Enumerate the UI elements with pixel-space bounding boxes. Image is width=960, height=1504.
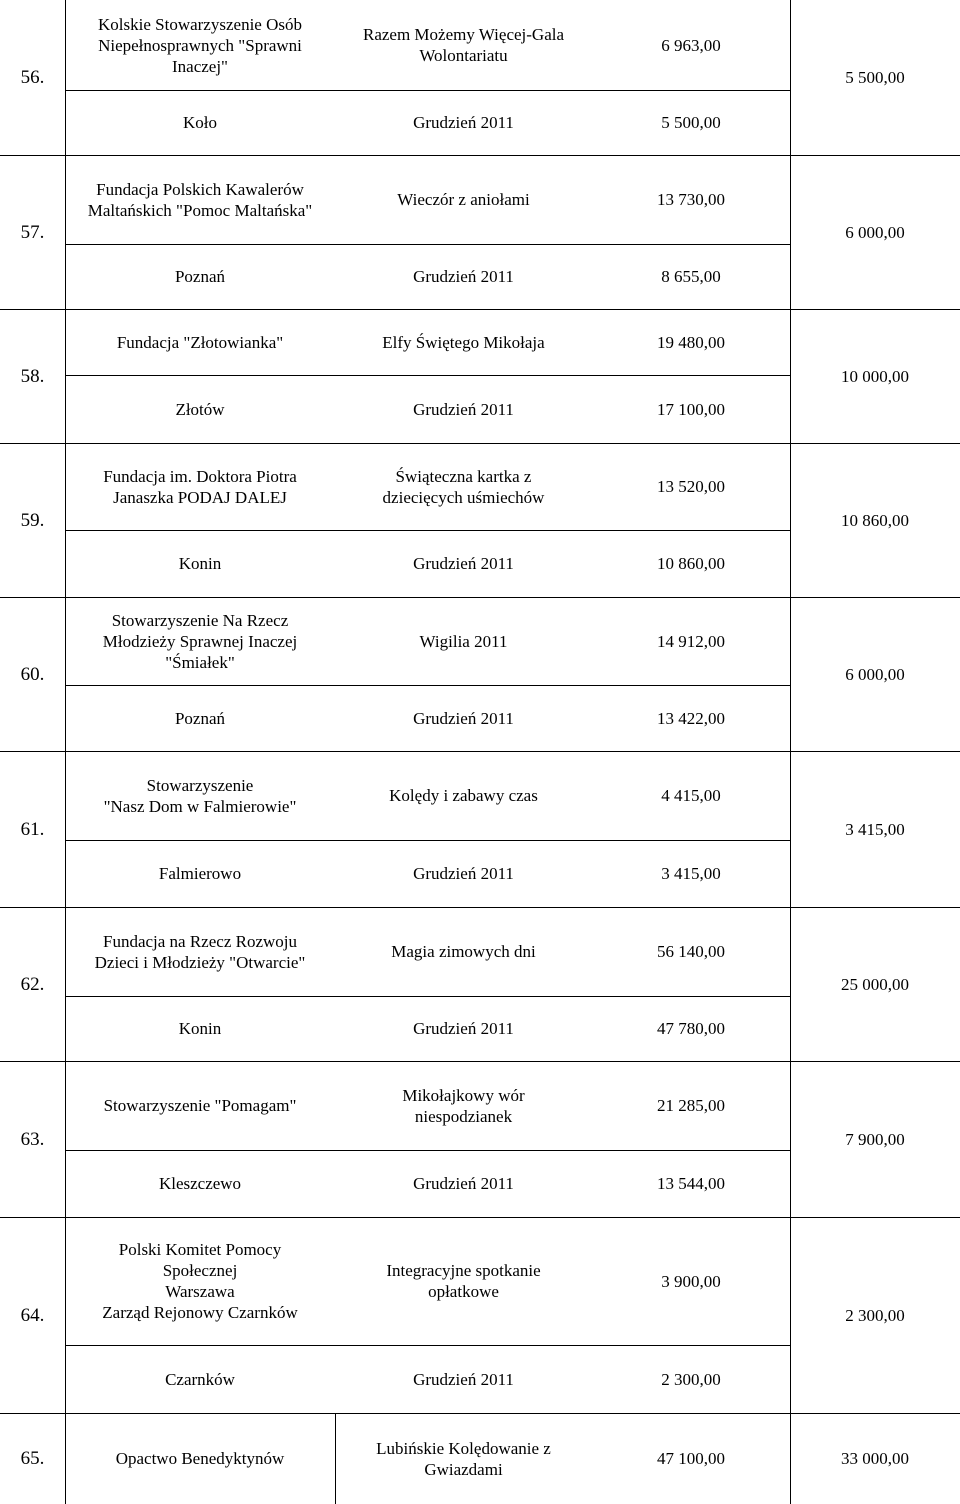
row-border [0,1217,960,1218]
city [65,1345,335,1413]
granted-amount-text: 7 900,00 [845,1129,905,1149]
requested-amount [592,685,790,751]
organization-name-text: Fundacja "Złotowianka" [116,332,284,352]
project-date [335,685,592,751]
requested-amount-text: 8 655,00 [661,267,721,286]
city-text: Poznań [174,708,226,728]
requested-amount [592,996,790,1061]
row-number [0,0,65,155]
project-name-text: Magia zimowych dni [391,942,536,961]
requested-amount-text: 5 500,00 [661,113,721,132]
requested-amount-text: 10 860,00 [657,554,725,573]
city [65,530,335,597]
total-cost [592,907,790,996]
total-cost-text: 4 415,00 [661,786,721,805]
organization-name [65,309,335,375]
granted-amount-text: 6 000,00 [845,222,905,242]
project-name [335,309,592,375]
cell-divider [65,996,790,997]
project-date [335,840,592,907]
row-number-text: 57. [20,221,45,243]
organization-name-text: Polski Komitet Pomocy Społecznej Warszawa Zarząd Rejonowy Czarnków [102,1240,298,1322]
project-date-text: Grudzień 2011 [413,1369,514,1389]
requested-amount [592,375,790,443]
row-number-text: 59. [20,509,45,531]
row-border [0,443,960,444]
granted-amount [790,0,960,155]
project-date-text: Grudzień 2011 [413,267,514,286]
row-number-text: 60. [20,663,45,685]
total-cost-text: 3 900,00 [661,1271,721,1291]
city [65,375,335,443]
row-border [0,597,960,598]
granted-amount [790,443,960,597]
cell-divider [65,840,790,841]
granted-amount [790,907,960,1061]
organization-name-text: Kolskie Stowarzyszenie Osób Niepełnosprawnych "Sprawni Inaczej" [98,14,302,76]
row-number [0,1217,65,1413]
cell-divider [65,375,790,376]
row-number-text: 62. [20,973,45,995]
project-date [335,996,592,1061]
total-cost-text: 19 480,00 [657,332,725,352]
organization-name [65,0,335,90]
project-date-text: Grudzień 2011 [413,864,514,883]
requested-amount [592,244,790,309]
granted-amount [790,155,960,309]
city-text: Koło [183,113,217,132]
row-border [0,1061,960,1062]
requested-amount [592,1150,790,1217]
organization-name [65,1413,335,1504]
total-cost [592,751,790,840]
project-name-text: Wieczór z aniołami [397,190,530,209]
row-border [0,907,960,908]
requested-amount-text: 13 422,00 [657,708,725,728]
organization-name [65,443,335,530]
total-cost [592,597,790,685]
project-name-text: Integracyjne spotkanie opłatkowe [386,1261,541,1301]
row-number [0,597,65,751]
project-date [335,530,592,597]
city [65,1150,335,1217]
city [65,996,335,1061]
granted-amount-text: 33 000,00 [841,1449,909,1468]
project-name [335,155,592,244]
organization-name-text: Fundacja im. Doktora Piotra Janaszka PODAJ DALEJ [103,466,297,507]
granted-amount-text: 2 300,00 [845,1305,905,1325]
organization-name [65,1061,335,1150]
granted-amount [790,597,960,751]
requested-amount-text: 17 100,00 [657,399,725,419]
row-number [0,751,65,907]
row-border [0,751,960,752]
granted-amount-text: 25 000,00 [841,974,909,994]
city-text: Złotów [175,399,225,419]
total-cost-text: 21 285,00 [657,1096,725,1115]
project-name [335,1413,592,1504]
organization-name-text: Stowarzyszenie Na Rzecz Młodzieży Sprawnej Inaczej "Śmiałek" [102,610,298,672]
row-border [0,155,960,156]
row-number-text: 58. [20,365,45,387]
row-number [0,1061,65,1217]
project-date-text: Grudzień 2011 [413,1174,514,1193]
total-cost [592,1217,790,1345]
row-number [0,155,65,309]
total-cost [592,155,790,244]
cell-divider [65,685,790,686]
row-number-text: 61. [20,818,45,840]
row-number-text: 65. [20,1448,45,1469]
project-date-text: Grudzień 2011 [413,708,514,728]
total-cost-text: 6 963,00 [661,35,721,55]
cell-divider [65,90,790,91]
requested-amount-text: 47 780,00 [657,1019,725,1038]
project-name-text: Świąteczna kartka z dziecięcych uśmiechów [382,466,545,507]
column-border [335,1413,336,1504]
city-text: Falmierowo [158,864,242,883]
row-number [0,907,65,1061]
organization-name [65,751,335,840]
granted-amount-text: 5 500,00 [845,68,905,87]
city-text: Kleszczewo [158,1174,242,1193]
requested-amount-text: 3 415,00 [661,864,721,883]
requested-amount [592,90,790,155]
row-number [0,1413,65,1504]
city-text: Konin [178,554,222,573]
project-date [335,1150,592,1217]
cell-divider [65,1150,790,1151]
requested-amount [592,530,790,597]
project-date-text: Grudzień 2011 [413,113,514,132]
total-cost-text: 14 912,00 [657,631,725,651]
project-name-text: Lubińskie Kolędowanie z Gwiazdami [376,1438,551,1479]
city [65,685,335,751]
organization-name-text: Stowarzyszenie "Nasz Dom w Falmierowie" [103,775,297,816]
column-border [790,0,791,1504]
project-name-text: Kolędy i zabawy czas [389,786,538,805]
row-number-text: 64. [20,1304,45,1326]
project-date [335,244,592,309]
granted-amount-text: 10 000,00 [841,366,909,386]
project-name [335,751,592,840]
organization-name [65,907,335,996]
cell-divider [65,530,790,531]
granted-amount-text: 10 860,00 [841,510,909,530]
granted-amount [790,1217,960,1413]
organization-name-text: Stowarzyszenie "Pomagam" [103,1096,297,1115]
row-number [0,443,65,597]
organization-name-text: Fundacja na Rzecz Rozwoju Dzieci i Młodzieży "Otwarcie" [94,931,306,972]
total-cost-text: 47 100,00 [657,1449,725,1468]
total-cost [592,443,790,530]
requested-amount-text: 13 544,00 [657,1174,725,1193]
granted-amount [790,309,960,443]
total-cost-text: 13 520,00 [657,477,725,496]
granted-amount-text: 3 415,00 [845,819,905,839]
row-number-text: 56. [20,67,45,88]
organization-name-text: Fundacja Polskich Kawalerów Maltańskich "Pomoc Maltańska" [87,179,313,220]
project-name [335,1217,592,1345]
organization-name [65,1217,335,1345]
project-name-text: Razem Możemy Więcej-Gala Wolontariatu [362,25,565,65]
granted-amount [790,1061,960,1217]
project-date [335,90,592,155]
project-name [335,597,592,685]
row-border [0,1413,960,1414]
city-text: Poznań [174,267,226,286]
project-name-text: Elfy Świętego Mikołaja [382,332,545,352]
organization-name [65,597,335,685]
requested-amount [592,840,790,907]
granted-amount [790,751,960,907]
project-name [335,443,592,530]
project-date-text: Grudzień 2011 [413,554,514,573]
total-cost [592,1413,790,1504]
city-text: Czarnków [165,1369,235,1389]
project-name [335,907,592,996]
total-cost-text: 56 140,00 [657,942,725,961]
requested-amount-text: 2 300,00 [661,1369,721,1389]
granted-amount [790,1413,960,1504]
total-cost [592,0,790,90]
total-cost [592,1061,790,1150]
city-text: Konin [178,1019,222,1038]
project-name-text: Mikołajkowy wór niespodzianek [402,1085,525,1126]
cell-divider [65,1345,790,1346]
total-cost [592,309,790,375]
project-date-text: Grudzień 2011 [413,1019,514,1038]
organization-name-text: Opactwo Benedyktynów [115,1449,285,1468]
project-date [335,375,592,443]
project-name [335,0,592,90]
organization-name [65,155,335,244]
requested-amount [592,1345,790,1413]
row-border [0,309,960,310]
column-border [65,0,66,1504]
city [65,244,335,309]
project-name-text: Wigilia 2011 [419,631,508,651]
row-number-text: 63. [20,1128,45,1150]
cell-divider [65,244,790,245]
total-cost-text: 13 730,00 [657,190,725,209]
city [65,90,335,155]
granted-amount-text: 6 000,00 [845,664,905,684]
city [65,840,335,907]
project-date [335,1345,592,1413]
row-number [0,309,65,443]
project-date-text: Grudzień 2011 [413,399,514,419]
project-name [335,1061,592,1150]
